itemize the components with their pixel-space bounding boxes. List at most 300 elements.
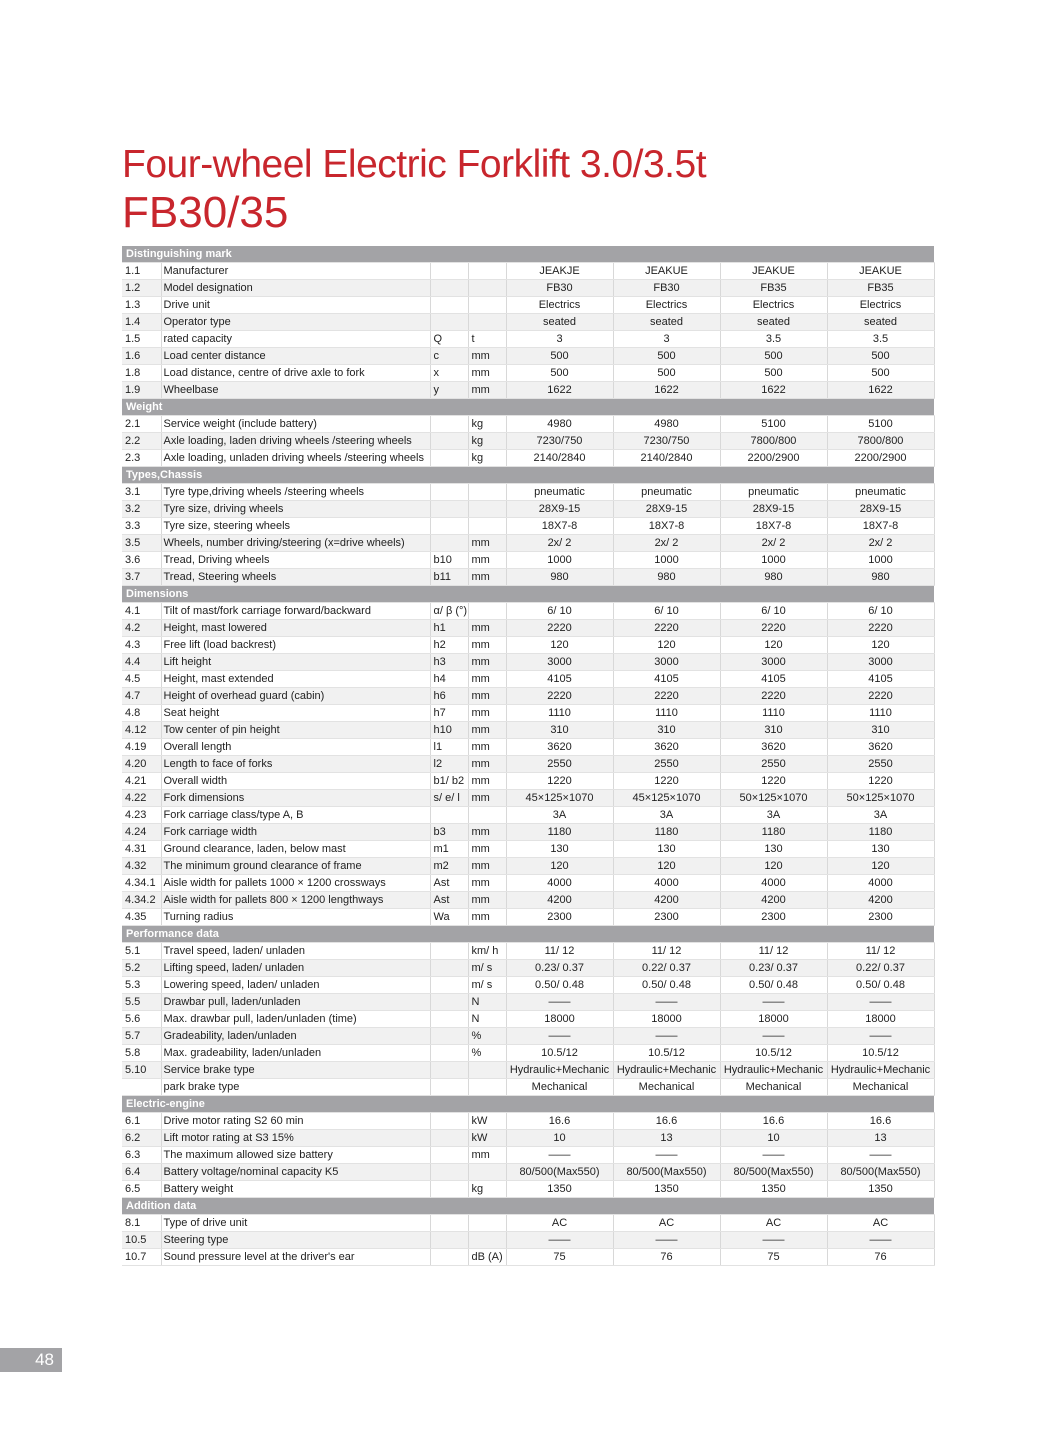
- value-fb30-b: 1622: [613, 382, 720, 399]
- value-fb30-b: 500: [613, 348, 720, 365]
- value-fb30-b: 0.22/ 0.37: [613, 960, 720, 977]
- value-fb30-a: 4105: [506, 671, 613, 688]
- table-row: [122, 790, 934, 807]
- value-fb35-a: 4200: [720, 892, 827, 909]
- value-fb30-b: 13: [613, 1130, 720, 1147]
- value-fb30-b: 3A: [613, 807, 720, 824]
- value-fb30-a: seated: [506, 314, 613, 331]
- value-fb30-a: 18000: [506, 1011, 613, 1028]
- row-number: 4.24: [122, 824, 161, 841]
- row-unit: kg: [468, 450, 506, 467]
- value-fb35-a: 50×125×1070: [720, 790, 827, 807]
- row-symbol: [430, 297, 468, 314]
- value-fb30-b: Mechanical: [613, 1079, 720, 1096]
- value-fb35-a: 11/ 12: [720, 943, 827, 960]
- section-header: [122, 1198, 934, 1215]
- row-symbol: Q: [430, 331, 468, 348]
- row-number: 4.3: [122, 637, 161, 654]
- value-fb30-b: 310: [613, 722, 720, 739]
- value-fb30-b: 2x/ 2: [613, 535, 720, 552]
- value-fb35-b: 980: [827, 569, 934, 586]
- row-unit: kg: [468, 416, 506, 433]
- value-fb30-a: ——: [506, 1147, 613, 1164]
- table-row: [122, 875, 934, 892]
- row-item: Fork dimensions: [161, 790, 430, 807]
- row-number: 6.4: [122, 1164, 161, 1181]
- row-number: 4.35: [122, 909, 161, 926]
- table-row: [122, 314, 934, 331]
- row-number: 1.3: [122, 297, 161, 314]
- value-fb30-a: 6/ 10: [506, 603, 613, 620]
- section-heading: Addition data: [122, 1198, 934, 1215]
- value-fb30-a: 4000: [506, 875, 613, 892]
- value-fb30-b: 18000: [613, 1011, 720, 1028]
- row-number: 4.1: [122, 603, 161, 620]
- table-row: [122, 807, 934, 824]
- row-item: Steering type: [161, 1232, 430, 1249]
- value-fb35-a: 2220: [720, 620, 827, 637]
- value-fb35-b: 310: [827, 722, 934, 739]
- row-unit: [468, 807, 506, 824]
- row-unit: kg: [468, 1181, 506, 1198]
- spec-table: [122, 246, 935, 1266]
- value-fb35-b: 1000: [827, 552, 934, 569]
- value-fb35-b: FB35: [827, 280, 934, 297]
- value-fb35-b: 6/ 10: [827, 603, 934, 620]
- table-row: [122, 960, 934, 977]
- row-number: 2.1: [122, 416, 161, 433]
- row-item: Lifting speed, laden/ unladen: [161, 960, 430, 977]
- section-heading: Performance data: [122, 926, 934, 943]
- row-item: rated capacity: [161, 331, 430, 348]
- row-symbol: b11: [430, 569, 468, 586]
- row-symbol: m1: [430, 841, 468, 858]
- value-fb30-a: Mechanical: [506, 1079, 613, 1096]
- row-unit: mm: [468, 739, 506, 756]
- row-symbol: b10: [430, 552, 468, 569]
- value-fb30-a: AC: [506, 1215, 613, 1232]
- value-fb35-a: 1622: [720, 382, 827, 399]
- value-fb30-b: Hydraulic+Mechanic: [613, 1062, 720, 1079]
- value-fb35-b: 3.5: [827, 331, 934, 348]
- value-fb30-b: 980: [613, 569, 720, 586]
- row-unit: [468, 1215, 506, 1232]
- row-item: Wheels, number driving/steering (x=drive wheels): [161, 535, 430, 552]
- row-number: 4.34.2: [122, 892, 161, 909]
- table-row: [122, 1232, 934, 1249]
- value-fb35-b: 28X9-15: [827, 501, 934, 518]
- row-number: 3.3: [122, 518, 161, 535]
- row-number: 4.23: [122, 807, 161, 824]
- value-fb35-b: 1180: [827, 824, 934, 841]
- row-unit: mm: [468, 773, 506, 790]
- value-fb35-a: 2300: [720, 909, 827, 926]
- value-fb35-a: 0.50/ 0.48: [720, 977, 827, 994]
- table-row: [122, 1079, 934, 1096]
- value-fb35-a: pneumatic: [720, 484, 827, 501]
- row-item: park brake type: [161, 1079, 430, 1096]
- value-fb35-a: 130: [720, 841, 827, 858]
- value-fb30-b: ——: [613, 1232, 720, 1249]
- value-fb35-a: 310: [720, 722, 827, 739]
- row-symbol: [430, 1045, 468, 1062]
- row-symbol: [430, 433, 468, 450]
- value-fb30-a: 120: [506, 637, 613, 654]
- value-fb30-b: 80/500(Max550): [613, 1164, 720, 1181]
- row-item: Gradeability, laden/unladen: [161, 1028, 430, 1045]
- table-row: [122, 1028, 934, 1045]
- value-fb30-a: 1220: [506, 773, 613, 790]
- row-item: Overall length: [161, 739, 430, 756]
- value-fb30-b: 3000: [613, 654, 720, 671]
- value-fb30-b: pneumatic: [613, 484, 720, 501]
- row-symbol: [430, 960, 468, 977]
- value-fb35-b: 2x/ 2: [827, 535, 934, 552]
- row-symbol: [430, 1130, 468, 1147]
- value-fb35-a: 4105: [720, 671, 827, 688]
- value-fb30-b: AC: [613, 1215, 720, 1232]
- table-row: [122, 416, 934, 433]
- table-row: [122, 535, 934, 552]
- row-symbol: h2: [430, 637, 468, 654]
- table-row: [122, 1113, 934, 1130]
- value-fb30-a: 1350: [506, 1181, 613, 1198]
- row-symbol: l1: [430, 739, 468, 756]
- value-fb30-a: 4980: [506, 416, 613, 433]
- row-number: 1.5: [122, 331, 161, 348]
- table-row: [122, 722, 934, 739]
- value-fb35-b: 18X7-8: [827, 518, 934, 535]
- value-fb30-a: 16.6: [506, 1113, 613, 1130]
- row-item: Type of drive unit: [161, 1215, 430, 1232]
- value-fb30-b: 76: [613, 1249, 720, 1266]
- row-unit: m/ s: [468, 977, 506, 994]
- row-unit: mm: [468, 688, 506, 705]
- row-symbol: Wa: [430, 909, 468, 926]
- row-number: 3.7: [122, 569, 161, 586]
- value-fb30-a: 1622: [506, 382, 613, 399]
- row-item: Seat height: [161, 705, 430, 722]
- row-unit: mm: [468, 722, 506, 739]
- value-fb35-a: ——: [720, 994, 827, 1011]
- row-number: 6.5: [122, 1181, 161, 1198]
- row-number: 4.7: [122, 688, 161, 705]
- row-unit: [468, 1232, 506, 1249]
- row-number: 4.4: [122, 654, 161, 671]
- row-item: Drive motor rating S2 60 min: [161, 1113, 430, 1130]
- table-row: [122, 705, 934, 722]
- row-number: 4.32: [122, 858, 161, 875]
- value-fb35-a: ——: [720, 1232, 827, 1249]
- row-item: Aisle width for pallets 800 × 1200 lengthways: [161, 892, 430, 909]
- row-number: 6.2: [122, 1130, 161, 1147]
- value-fb30-a: 4200: [506, 892, 613, 909]
- row-number: 1.4: [122, 314, 161, 331]
- row-number: 5.7: [122, 1028, 161, 1045]
- row-unit: %: [468, 1045, 506, 1062]
- value-fb30-a: 28X9-15: [506, 501, 613, 518]
- table-row: [122, 756, 934, 773]
- row-item: Load distance, centre of drive axle to fork: [161, 365, 430, 382]
- value-fb35-b: ——: [827, 1028, 934, 1045]
- row-symbol: b1/ b2: [430, 773, 468, 790]
- section-heading: Weight: [122, 399, 934, 416]
- row-symbol: [430, 1011, 468, 1028]
- row-unit: mm: [468, 348, 506, 365]
- page-title: Four-wheel Electric Forklift 3.0/3.5t: [122, 143, 707, 186]
- value-fb30-b: 500: [613, 365, 720, 382]
- row-unit: mm: [468, 654, 506, 671]
- row-number: 3.2: [122, 501, 161, 518]
- row-item: Service brake type: [161, 1062, 430, 1079]
- value-fb30-b: 18X7-8: [613, 518, 720, 535]
- table-row: [122, 450, 934, 467]
- spec-table-body: [122, 246, 934, 1266]
- row-item: Load center distance: [161, 348, 430, 365]
- row-number: 10.5: [122, 1232, 161, 1249]
- value-fb35-a: 3000: [720, 654, 827, 671]
- row-unit: kg: [468, 433, 506, 450]
- row-number: [122, 1079, 161, 1096]
- row-symbol: h7: [430, 705, 468, 722]
- value-fb35-b: 1220: [827, 773, 934, 790]
- value-fb30-a: 3A: [506, 807, 613, 824]
- row-number: 5.1: [122, 943, 161, 960]
- row-unit: [468, 603, 506, 620]
- value-fb30-b: ——: [613, 1028, 720, 1045]
- value-fb30-a: 1000: [506, 552, 613, 569]
- value-fb30-b: 4200: [613, 892, 720, 909]
- value-fb30-b: 4105: [613, 671, 720, 688]
- row-number: 5.3: [122, 977, 161, 994]
- row-symbol: [430, 1028, 468, 1045]
- value-fb35-a: Hydraulic+Mechanic: [720, 1062, 827, 1079]
- value-fb30-b: 45×125×1070: [613, 790, 720, 807]
- value-fb30-b: 1350: [613, 1181, 720, 1198]
- table-row: [122, 824, 934, 841]
- value-fb35-a: seated: [720, 314, 827, 331]
- table-row: [122, 1130, 934, 1147]
- value-fb35-b: 13: [827, 1130, 934, 1147]
- table-row: [122, 671, 934, 688]
- row-symbol: α/ β (°): [430, 603, 468, 620]
- table-row: [122, 1164, 934, 1181]
- row-number: 5.10: [122, 1062, 161, 1079]
- value-fb30-b: 6/ 10: [613, 603, 720, 620]
- table-row: [122, 484, 934, 501]
- table-row: [122, 603, 934, 620]
- value-fb35-b: 130: [827, 841, 934, 858]
- table-row: [122, 1045, 934, 1062]
- value-fb35-a: ——: [720, 1147, 827, 1164]
- value-fb35-b: 1622: [827, 382, 934, 399]
- value-fb35-a: 16.6: [720, 1113, 827, 1130]
- row-unit: mm: [468, 552, 506, 569]
- value-fb30-b: 2220: [613, 620, 720, 637]
- row-unit: mm: [468, 875, 506, 892]
- value-fb30-a: 45×125×1070: [506, 790, 613, 807]
- row-unit: mm: [468, 1147, 506, 1164]
- row-number: 5.6: [122, 1011, 161, 1028]
- value-fb30-a: 3: [506, 331, 613, 348]
- row-symbol: [430, 1181, 468, 1198]
- value-fb30-a: 980: [506, 569, 613, 586]
- value-fb35-a: 4000: [720, 875, 827, 892]
- row-item: Tilt of mast/fork carriage forward/backward: [161, 603, 430, 620]
- row-item: The maximum allowed size battery: [161, 1147, 430, 1164]
- row-item: Free lift (load backrest): [161, 637, 430, 654]
- row-symbol: b3: [430, 824, 468, 841]
- model-title: FB30/35: [122, 188, 289, 237]
- row-symbol: h1: [430, 620, 468, 637]
- value-fb30-a: ——: [506, 1028, 613, 1045]
- value-fb30-a: 0.23/ 0.37: [506, 960, 613, 977]
- value-fb30-b: 3620: [613, 739, 720, 756]
- row-symbol: [430, 263, 468, 280]
- table-row: [122, 1215, 934, 1232]
- value-fb30-b: 0.50/ 0.48: [613, 977, 720, 994]
- value-fb35-a: Mechanical: [720, 1079, 827, 1096]
- row-item: Tyre size, driving wheels: [161, 501, 430, 518]
- table-row: [122, 382, 934, 399]
- value-fb35-b: Mechanical: [827, 1079, 934, 1096]
- section-header: [122, 246, 934, 263]
- value-fb30-a: 2300: [506, 909, 613, 926]
- table-row: [122, 1181, 934, 1198]
- row-unit: mm: [468, 909, 506, 926]
- table-row: [122, 280, 934, 297]
- row-number: 4.20: [122, 756, 161, 773]
- value-fb35-b: ——: [827, 1232, 934, 1249]
- value-fb35-a: 10.5/12: [720, 1045, 827, 1062]
- row-unit: mm: [468, 569, 506, 586]
- row-unit: t: [468, 331, 506, 348]
- row-number: 1.8: [122, 365, 161, 382]
- row-number: 1.2: [122, 280, 161, 297]
- row-symbol: x: [430, 365, 468, 382]
- value-fb35-b: ——: [827, 994, 934, 1011]
- value-fb30-a: 2220: [506, 620, 613, 637]
- row-unit: [468, 314, 506, 331]
- value-fb35-b: 2220: [827, 620, 934, 637]
- row-unit: [468, 1079, 506, 1096]
- value-fb35-b: seated: [827, 314, 934, 331]
- row-symbol: [430, 280, 468, 297]
- value-fb35-a: 1110: [720, 705, 827, 722]
- value-fb35-b: 4000: [827, 875, 934, 892]
- row-unit: [468, 518, 506, 535]
- value-fb30-b: 1110: [613, 705, 720, 722]
- value-fb35-a: 2550: [720, 756, 827, 773]
- value-fb35-b: AC: [827, 1215, 934, 1232]
- row-symbol: [430, 807, 468, 824]
- row-unit: kW: [468, 1113, 506, 1130]
- row-item: Turning radius: [161, 909, 430, 926]
- row-item: Travel speed, laden/ unladen: [161, 943, 430, 960]
- value-fb30-b: ——: [613, 1147, 720, 1164]
- row-unit: [468, 1062, 506, 1079]
- section-header: [122, 926, 934, 943]
- value-fb35-b: pneumatic: [827, 484, 934, 501]
- row-symbol: [430, 1249, 468, 1266]
- value-fb35-b: 1350: [827, 1181, 934, 1198]
- value-fb30-a: ——: [506, 1232, 613, 1249]
- value-fb30-a: 3620: [506, 739, 613, 756]
- value-fb30-a: 2x/ 2: [506, 535, 613, 552]
- value-fb30-b: 4000: [613, 875, 720, 892]
- row-unit: mm: [468, 382, 506, 399]
- value-fb30-b: 2220: [613, 688, 720, 705]
- table-row: [122, 569, 934, 586]
- row-unit: mm: [468, 620, 506, 637]
- value-fb35-b: ——: [827, 1147, 934, 1164]
- value-fb30-a: 3000: [506, 654, 613, 671]
- value-fb30-b: 11/ 12: [613, 943, 720, 960]
- row-item: Operator type: [161, 314, 430, 331]
- row-item: Wheelbase: [161, 382, 430, 399]
- value-fb30-b: 10.5/12: [613, 1045, 720, 1062]
- value-fb35-a: ——: [720, 1028, 827, 1045]
- value-fb35-b: 5100: [827, 416, 934, 433]
- row-item: Tow center of pin height: [161, 722, 430, 739]
- row-unit: km/ h: [468, 943, 506, 960]
- value-fb30-a: 80/500(Max550): [506, 1164, 613, 1181]
- row-item: Service weight (include battery): [161, 416, 430, 433]
- value-fb30-a: 10: [506, 1130, 613, 1147]
- value-fb30-a: 18X7-8: [506, 518, 613, 535]
- value-fb30-b: 2550: [613, 756, 720, 773]
- row-symbol: [430, 1079, 468, 1096]
- section-heading: Dimensions: [122, 586, 934, 603]
- value-fb30-b: 2140/2840: [613, 450, 720, 467]
- value-fb30-b: 4980: [613, 416, 720, 433]
- value-fb35-a: 1000: [720, 552, 827, 569]
- section-heading: Types,Chassis: [122, 467, 934, 484]
- row-item: Lift height: [161, 654, 430, 671]
- table-row: [122, 841, 934, 858]
- row-unit: [468, 501, 506, 518]
- row-number: 2.3: [122, 450, 161, 467]
- value-fb35-b: 0.50/ 0.48: [827, 977, 934, 994]
- table-row: [122, 858, 934, 875]
- value-fb35-b: 10.5/12: [827, 1045, 934, 1062]
- table-row: [122, 654, 934, 671]
- value-fb30-b: 1180: [613, 824, 720, 841]
- row-unit: [468, 1164, 506, 1181]
- value-fb30-a: 1110: [506, 705, 613, 722]
- table-row: [122, 348, 934, 365]
- value-fb30-b: 120: [613, 637, 720, 654]
- value-fb30-a: 7230/750: [506, 433, 613, 450]
- value-fb30-a: JEAKJE: [506, 263, 613, 280]
- table-row: [122, 433, 934, 450]
- value-fb35-a: 10: [720, 1130, 827, 1147]
- row-number: 3.5: [122, 535, 161, 552]
- row-symbol: [430, 518, 468, 535]
- row-item: Lowering speed, laden/ unladen: [161, 977, 430, 994]
- row-item: Max. drawbar pull, laden/unladen (time): [161, 1011, 430, 1028]
- row-item: Tread, Steering wheels: [161, 569, 430, 586]
- value-fb35-a: 1220: [720, 773, 827, 790]
- row-number: 5.8: [122, 1045, 161, 1062]
- value-fb35-b: 18000: [827, 1011, 934, 1028]
- section-header: [122, 586, 934, 603]
- row-item: The minimum ground clearance of frame: [161, 858, 430, 875]
- row-symbol: h10: [430, 722, 468, 739]
- row-symbol: [430, 1147, 468, 1164]
- value-fb35-b: 500: [827, 365, 934, 382]
- row-symbol: Ast: [430, 875, 468, 892]
